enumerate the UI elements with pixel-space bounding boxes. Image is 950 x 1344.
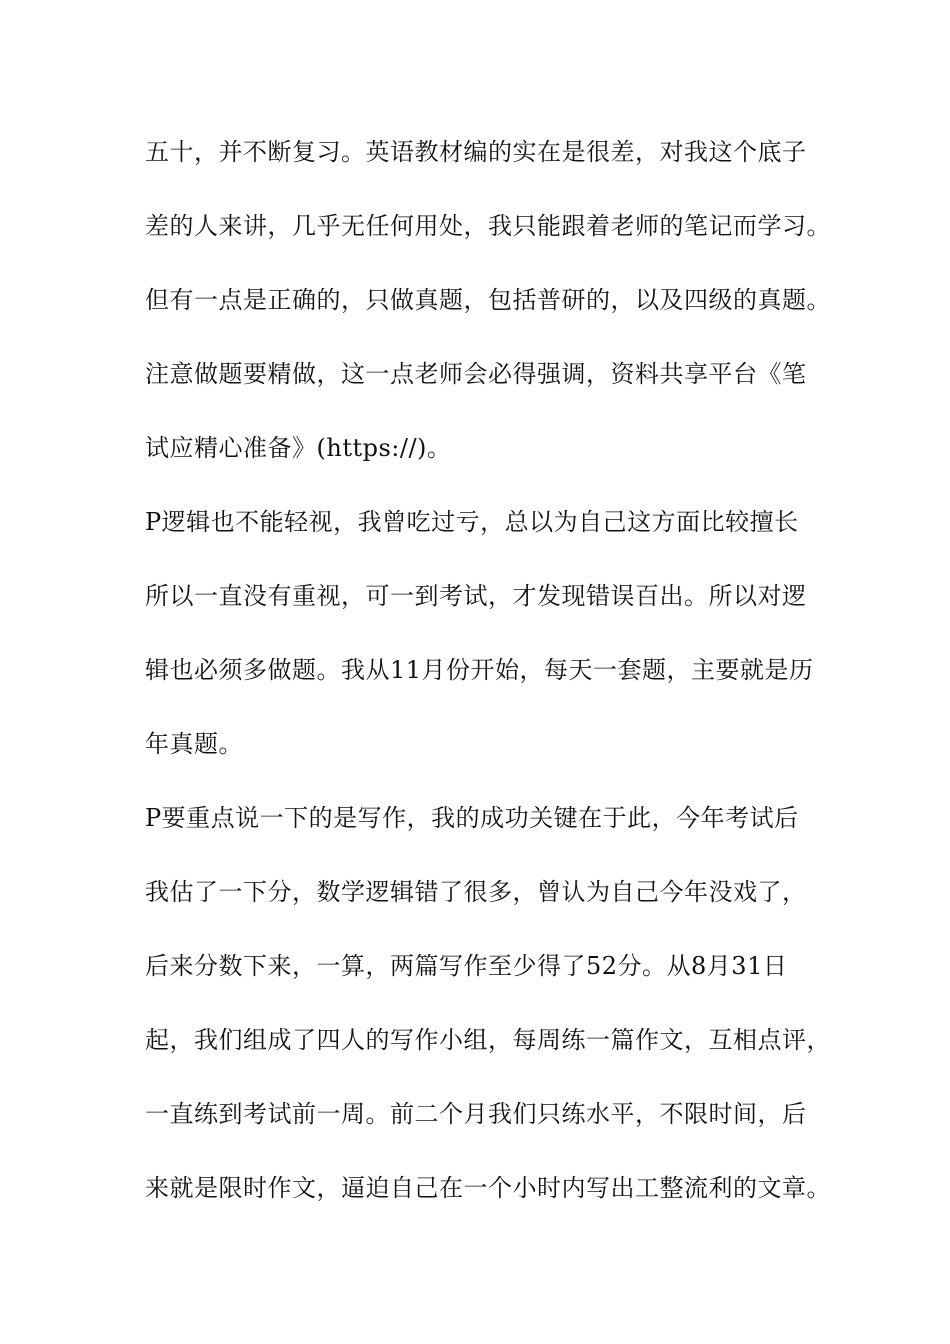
text-line-9: 年真题。 [145, 730, 243, 758]
text-line-3: 但有一点是正确的，只做真题，包括普研的，以及四级的真题。 [145, 286, 831, 314]
text-line-12: 后来分数下来，一算，两篇写作至少得了52分。从8月31日 [145, 952, 788, 980]
text-line-1: 五十，并不断复习。英语教材编的实在是很差，对我这个底子 [145, 138, 807, 166]
text-line-8: 辑也必须多做题。我从11月份开始，每天一套题，主要就是历 [145, 656, 814, 684]
text-line-13: 起，我们组成了四人的写作小组，每周练一篇作文，互相点评， [145, 1026, 831, 1054]
text-line-7: 所以一直没有重视，可一到考试，才发现错误百出。所以对逻 [145, 582, 807, 610]
text-line-10: P要重点说一下的是写作，我的成功关键在于此，今年考试后 [145, 804, 799, 832]
text-line-2: 差的人来讲，几乎无任何用处，我只能跟着老师的笔记而学习。 [145, 212, 831, 240]
text-line-5: 试应精心准备》(https://)。 [145, 434, 452, 462]
text-line-15: 来就是限时作文，逼迫自己在一个小时内写出工整流利的文章。 [145, 1174, 831, 1202]
text-line-11: 我估了一下分，数学逻辑错了很多，曾认为自己今年没戏了， [145, 878, 807, 906]
text-line-4: 注意做题要精做，这一点老师会必得强调，资料共享平台《笔 [145, 360, 807, 388]
text-line-6: P逻辑也不能轻视，我曾吃过亏，总以为自己这方面比较擅长 [145, 508, 799, 536]
text-line-14: 一直练到考试前一周。前二个月我们只练水平，不限时间，后 [145, 1100, 807, 1128]
